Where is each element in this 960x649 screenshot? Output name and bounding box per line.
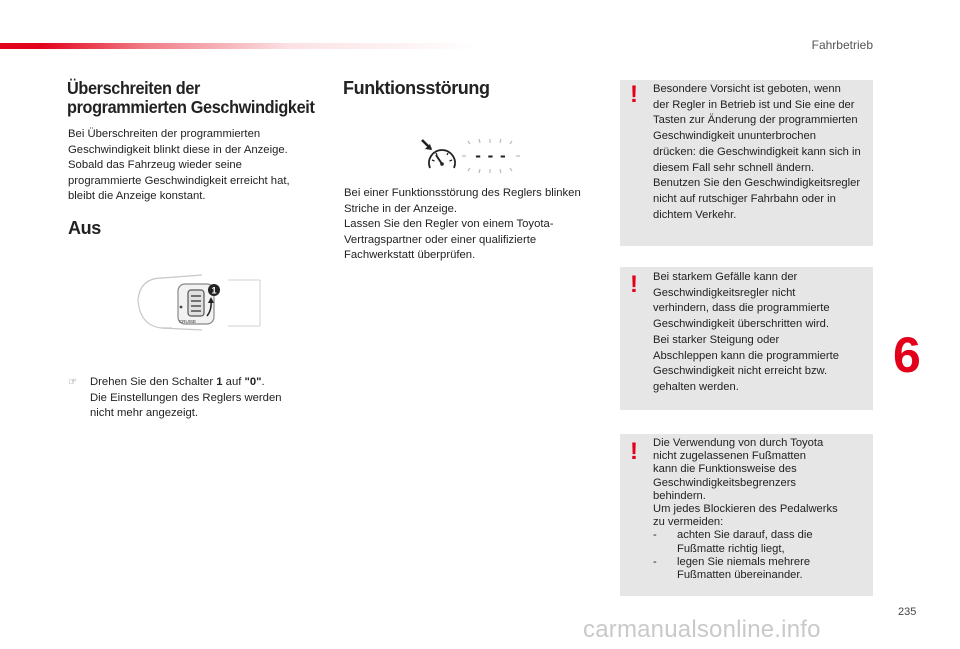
text-line: gehalten werden. [653, 380, 739, 393]
text-line: nicht mehr angezeigt. [90, 407, 199, 420]
text-line: Fußmatte richtig liegt, [677, 542, 785, 555]
switch-label: CRUISE [179, 319, 197, 324]
text-line: Bei Überschreiten der programmierten [68, 128, 261, 140]
text-line: Die Verwendung von durch Toyota [653, 437, 824, 449]
text-line: programmierte Geschwindigkeit erreicht hat, [68, 174, 290, 187]
text-line: dichtem Verkehr. [653, 208, 737, 221]
heading-line: Überschreiten der [67, 78, 200, 98]
text-line: Geschwindigkeitsbegrenzers [653, 476, 797, 489]
text-line: legen Sie niemals mehrere [677, 555, 811, 568]
text-line: drücken: die Geschwindigkeit kann sich in [653, 145, 861, 158]
text-line: Drehen Sie den Schalter 1 auf "0". [90, 376, 265, 388]
text-line: Bei einer Funktionsstörung des Reglers blinken [344, 187, 581, 199]
text-line: Geschwindigkeit überschritten wird. [653, 318, 829, 331]
heading-off: Aus [68, 218, 101, 238]
heading-malfunction: Funktionsstörung [343, 78, 490, 98]
text-line: nicht auf rutschiger Fahrbahn oder in [653, 192, 836, 205]
warning-icon: ! [630, 271, 638, 298]
text-line: Bei starker Steigung oder [653, 333, 780, 346]
text-line: Tasten zur Änderung der programmierten [653, 114, 858, 127]
pointer-icon: ☞ [68, 377, 77, 388]
text-line: kann die Funktionsweise des [653, 463, 797, 476]
blinking-dashes: - - - [475, 146, 507, 165]
warning-icon: ! [630, 81, 638, 108]
text-line: Lassen Sie den Regler von einem Toyota- [344, 218, 554, 231]
speedometer-icon [422, 140, 455, 168]
malfunction-display-illustration [416, 136, 530, 178]
malfunction-text [344, 186, 604, 264]
warning-icon: ! [630, 438, 638, 465]
heading-speed-exceeded [67, 79, 318, 117]
text-line: Um jedes Blockieren des Pedalwerks [653, 503, 838, 516]
warning-box [620, 434, 873, 596]
text-line: Benutzen Sie den Geschwindigkeitsregler [653, 177, 861, 190]
text-line: Geschwindigkeit blinkt diese in der Anzeige. [68, 143, 288, 156]
section-title: Fahrbetrieb [811, 38, 873, 52]
text-line: Sobald das Fahrzeug wieder seine [68, 159, 242, 172]
cruise-lever-illustration [132, 270, 262, 335]
text-line: Geschwindigkeit nicht erreicht bzw. [653, 365, 828, 378]
warning-box [620, 267, 873, 410]
header-accent-bar [0, 43, 480, 49]
text-line: Vertragspartner oder einer qualifizierte [344, 233, 537, 246]
callout-number: 1 [211, 285, 217, 296]
text-line: Besondere Vorsicht ist geboten, wenn [653, 83, 841, 95]
text-line: Geschwindigkeitsregler nicht [653, 286, 796, 299]
text-line: diesem Fall sehr schnell ändern. [653, 161, 815, 174]
text-line: der Regler in Betrieb ist und Sie eine der [653, 98, 855, 111]
text-line: zu vermeiden: [653, 516, 724, 529]
chapter-number: 6 [893, 327, 921, 383]
text-line: behindern. [653, 489, 706, 502]
text-line: Geschwindigkeit ununterbrochen [653, 130, 816, 143]
text-line: Fachwerkstatt überprüfen. [344, 249, 476, 262]
warning-box [620, 80, 873, 246]
page-number: 235 [898, 606, 917, 618]
text-line: Striche in der Anzeige. [344, 202, 458, 215]
text-line: achten Sie darauf, dass die [677, 529, 813, 542]
text-line: Abschleppen kann die programmierte [653, 349, 839, 362]
text-line: verhindern, dass die programmierte [653, 302, 830, 315]
list-item: - legen Sie niemals mehrere Fußmatten übereinander. [653, 556, 871, 582]
text-line: Bei starkem Gefälle kann der [653, 271, 798, 283]
text-line: bleibt die Anzeige konstant. [68, 190, 206, 203]
list-item: - achten Sie darauf, dass die Fußmatte richtig liegt, [653, 529, 871, 555]
speed-exceeded-text [68, 127, 318, 205]
heading-line: programmierten Geschwindigkeit [67, 97, 315, 117]
text-line: nicht zugelassenen Fußmatten [653, 450, 806, 463]
watermark: carmanualsonline.info [583, 616, 821, 643]
text-line: Fußmatten übereinander. [677, 569, 803, 582]
text-line: Die Einstellungen des Reglers werden [90, 391, 282, 404]
